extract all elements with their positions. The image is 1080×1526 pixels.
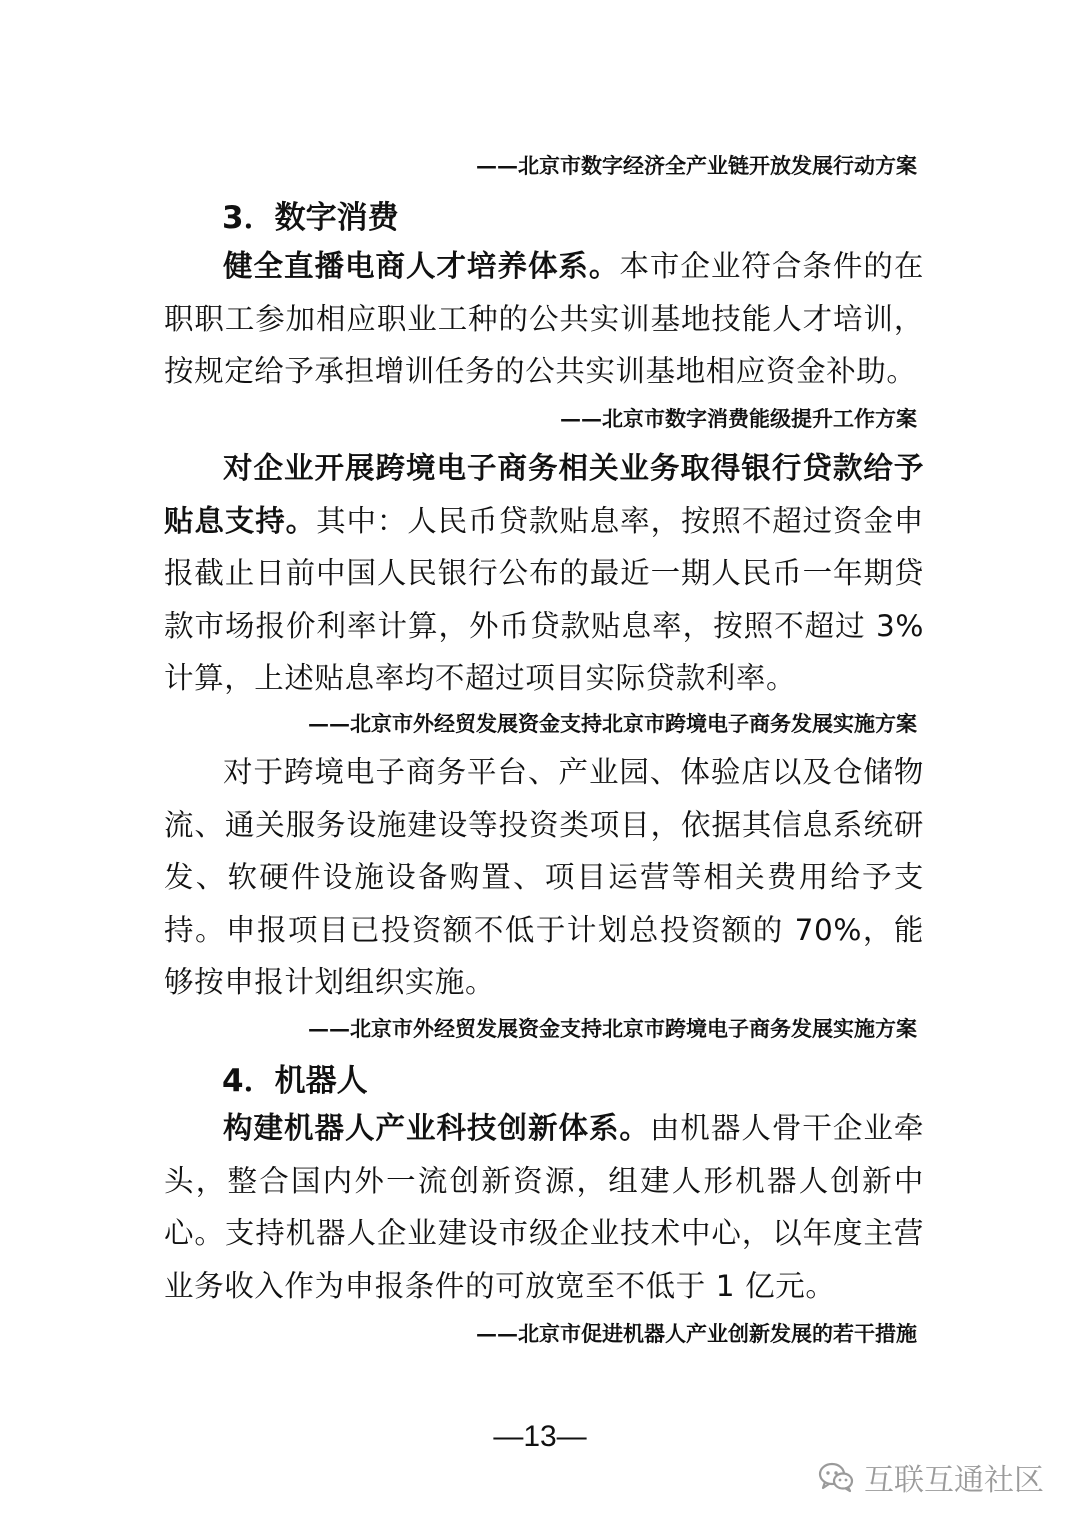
watermark [818, 1455, 1044, 1499]
paragraph-text: 由机器人骨干企业牵头，整合国内外一流创新资源，组建人形机器人创新中心。支持机器人企业建设市级企业技术中心，以年度主营业务收入作为申报条件的可放宽至不低于 1 亿元。 [164, 1111, 924, 1303]
section-heading: 3．数字消费 [222, 200, 399, 236]
paragraph-lead: 对企业开展跨境电子商务相关业务取得银行贷款给予贴息支持。 [164, 451, 924, 538]
paragraph [164, 442, 924, 705]
watermark-text: 互联互通社区 [864, 1463, 1044, 1498]
source-citation: ——北京市数字经济全产业链开放发展行动方案 [476, 153, 917, 178]
paragraph-text: 其中：人民币贷款贴息率，按照不超过资金申报截止日前中国人民银行公布的最近一期人民币一年期贷款市场报价利率计算，外币贷款贴息率，按照不超过 3%计算，上述贴息率均不超过项目实际贷款利率。 [164, 503, 924, 695]
source-citation: ——北京市促进机器人产业创新发展的若干措施 [476, 1321, 917, 1346]
paragraph [164, 240, 924, 398]
source-citation: ——北京市外经贸发展资金支持北京市跨境电子商务发展实施方案 [308, 1016, 917, 1041]
paragraph-lead: 健全直播电商人才培养体系。 [223, 249, 620, 283]
paragraph-text: 本市企业符合条件的在职职工参加相应职业工种的公共实训基地技能人才培训，按规定给予承担增训任务的公共实训基地相应资金补助。 [164, 249, 924, 388]
paragraph [164, 1102, 924, 1312]
section-heading: 4．机器人 [222, 1063, 368, 1099]
page-number: —13— [493, 1420, 587, 1453]
paragraph-text: 对于跨境电子商务平台、产业园、体验店以及仓储物流、通关服务设施建设等投资类项目，依据其信息系统研发、软硬件设施设备购置、项目运营等相关费用给予支持。申报项目已投资额不低于计划总投资额的 70%，能够按申报计划组织实施。 [164, 755, 924, 999]
wechat-icon [818, 1461, 854, 1493]
paragraph-lead: 构建机器人产业科技创新体系。 [223, 1111, 650, 1145]
paragraph [164, 746, 924, 1009]
source-citation: ——北京市外经贸发展资金支持北京市跨境电子商务发展实施方案 [308, 711, 917, 736]
source-citation: ——北京市数字消费能级提升工作方案 [560, 406, 917, 431]
